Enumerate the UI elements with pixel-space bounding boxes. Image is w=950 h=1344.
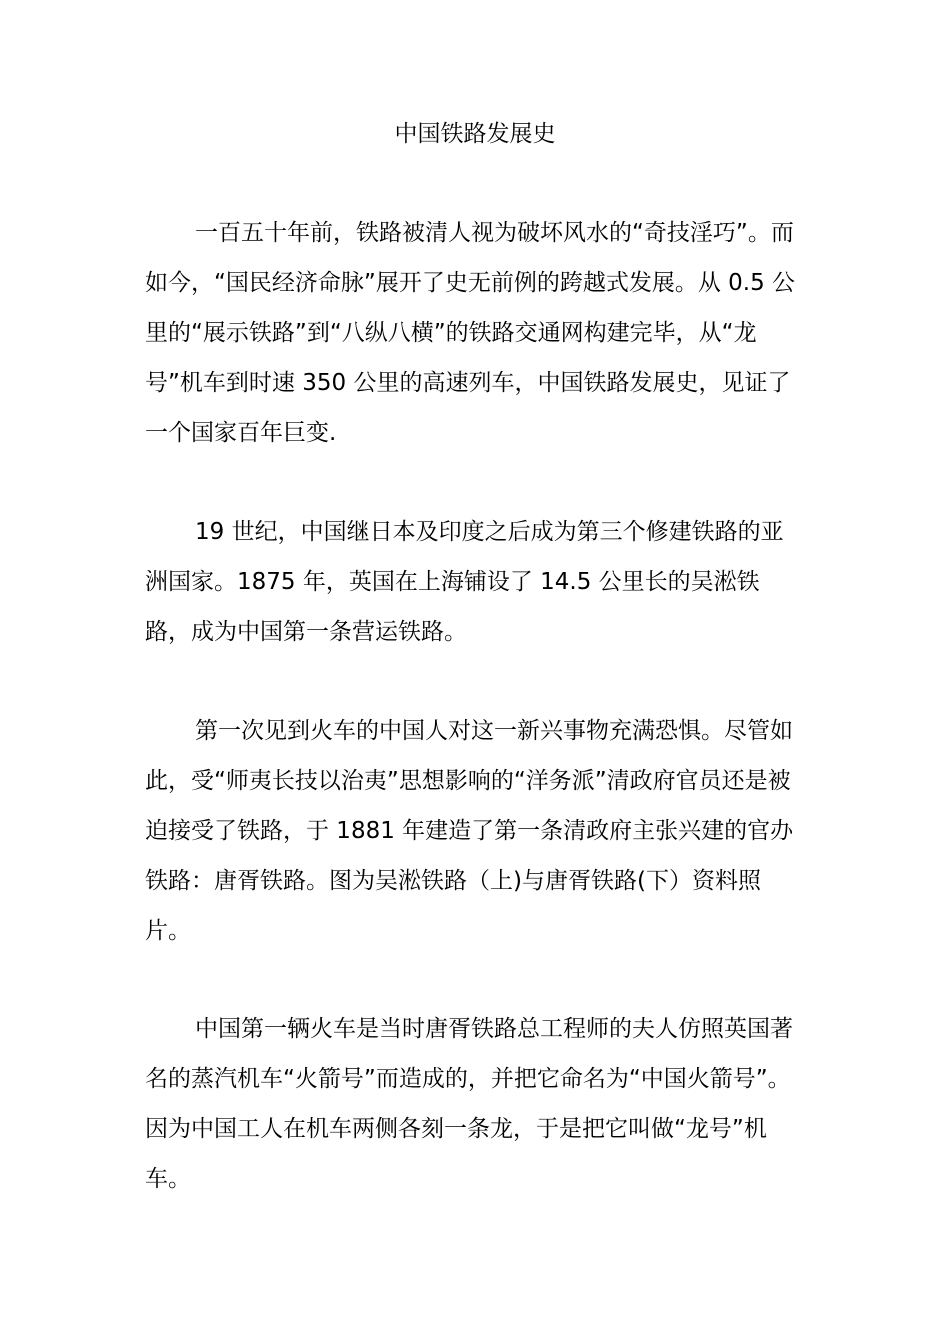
paragraph-4: 中国第一辆火车是当时唐胥铁路总工程师的夫人仿照英国著名的蒸汽机车“火箭号”而造成的，并把它命名为“中国火箭号”。因为中国工人在机车两侧各刻一条龙，于是把它叫做“龙号”机车。 [145, 1016, 793, 1192]
paragraph-3: 第一次见到火车的中国人对这一新兴事物充满恐惧。尽管如此，受“师夷长技以治夷”思想影响的“洋务派”清政府官员还是被迫接受了铁路，于 1881 年建造了第一条清政府主张兴建的官办铁路：唐胥铁路。图为吴淞铁路（上)与唐胥铁路(下）资料照片。 [145, 718, 794, 944]
document-title: 中国铁路发展史 [394, 121, 556, 147]
paragraph-1: 一百五十年前，铁路被清人视为破坏风水的“奇技淫巧”。而如今，“国民经济命脉”展开了史无前例的跨越式发展。从 0.5 公里的“展示铁路”到“八纵八横”的铁路交通网构建完毕，从“龙号”机车到时速 350 公里的高速列车，中国铁路发展史，见证了一个国家百年巨变. [145, 220, 796, 446]
paragraph-2: 19 世纪，中国继日本及印度之后成为第三个修建铁路的亚洲国家。1875 年，英国在上海铺设了 14.5 公里长的吴淞铁路，成为中国第一条营运铁路。 [145, 519, 784, 645]
